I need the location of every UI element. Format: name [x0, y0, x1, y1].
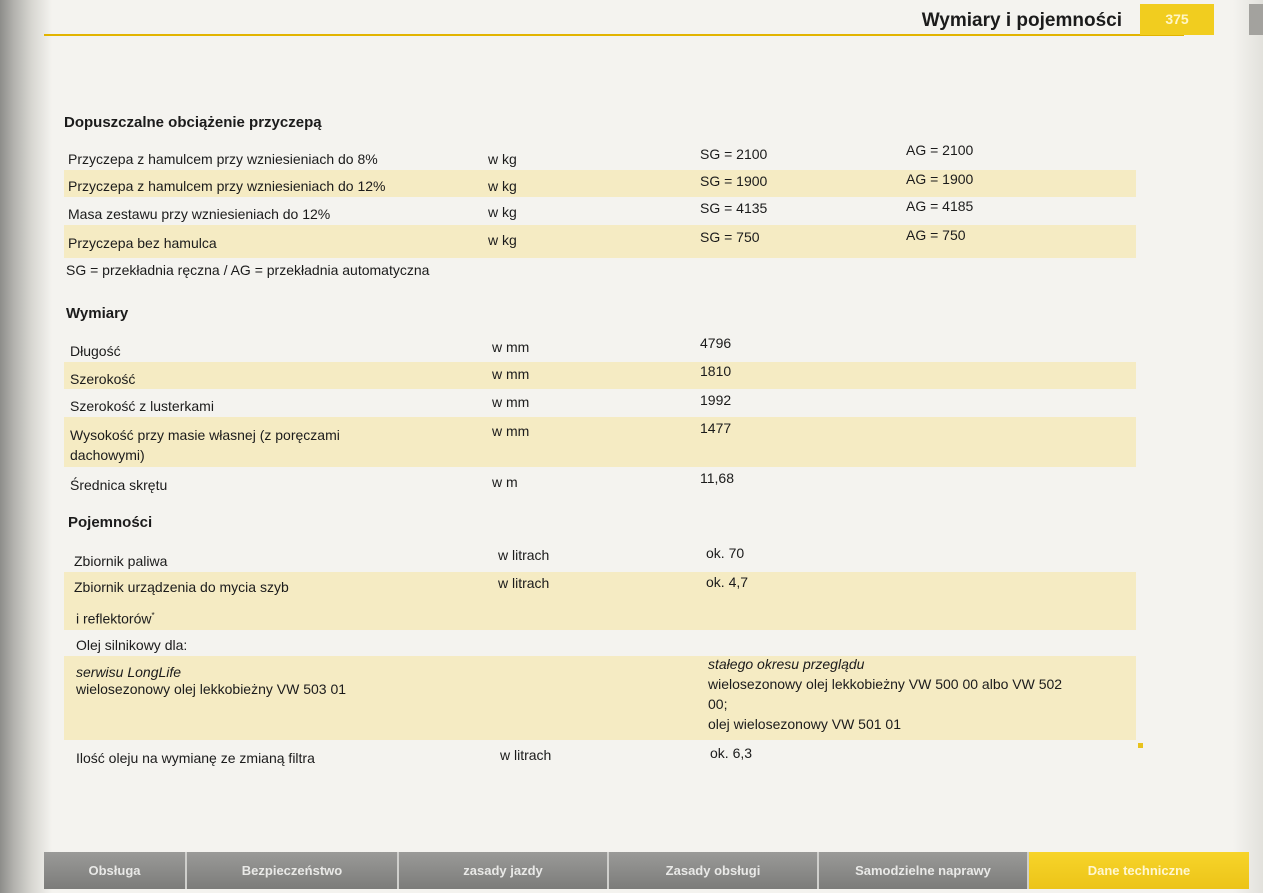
row-label: Ilość oleju na wymianę ze zmianą filtra	[76, 750, 315, 766]
row-ag-value: AG = 2100	[906, 142, 974, 158]
row-value: 1810	[700, 363, 732, 379]
table-row-dimension-1	[64, 334, 1136, 362]
tab-obsluga[interactable]: Obsługa	[44, 852, 187, 889]
row-label: Zbiornik paliwa	[74, 553, 168, 569]
row-unit: w litrach	[500, 747, 552, 763]
row-unit: w mm	[492, 366, 530, 382]
table-row-dimension-4	[64, 417, 1136, 467]
row-unit: w kg	[488, 151, 517, 167]
tab-zasady-jazdy[interactable]: zasady jazdy	[399, 852, 609, 889]
page-right-edge	[1233, 0, 1263, 893]
section-title-capacities: Pojemności	[68, 514, 153, 531]
page-number: 375	[1140, 4, 1214, 35]
row-ag-value: AG = 1900	[906, 171, 974, 187]
gearbox-legend-note: SG = przekładnia ręczna / AG = przekładnia automatyczna	[66, 262, 430, 278]
longlife-spec: wielosezonowy olej lekkobieżny VW 503 01	[76, 681, 347, 697]
table-row-oil-change	[64, 740, 1136, 770]
longlife-title: serwisu LongLife	[76, 664, 182, 680]
tab-dane-techniczne[interactable]: Dane techniczne	[1029, 852, 1249, 889]
row-value: ok. 70	[706, 545, 745, 561]
row-ag-value: AG = 4185	[906, 198, 974, 214]
row-sg-value: SG = 1900	[700, 173, 768, 189]
row-unit: w kg	[488, 232, 517, 248]
table-row-trailer-4	[64, 225, 1136, 258]
end-of-section-marker	[1138, 743, 1143, 748]
book-spine-shadow	[0, 0, 52, 893]
table-row-dimension-2	[64, 362, 1136, 389]
fixed-interval-spec-3: olej wielosezonowy VW 501 01	[708, 716, 901, 732]
row-sg-value: SG = 750	[700, 229, 760, 245]
fixed-interval-spec-1: wielosezonowy olej lekkobieżny VW 500 00 albo VW 502	[708, 676, 1063, 692]
row-label: Olej silnikowy dla:	[76, 637, 188, 653]
page-title: Wymiary i pojemności	[921, 10, 1122, 31]
row-value: 1477	[700, 420, 732, 436]
row-value: ok. 4,7	[706, 574, 749, 590]
row-label: Szerokość z lusterkami	[70, 398, 214, 414]
row-unit: w litrach	[498, 575, 550, 591]
page-edge-mark	[1249, 4, 1263, 35]
table-row-oil-heading	[64, 630, 1136, 656]
row-unit: w m	[492, 474, 518, 490]
table-row-fuel-tank	[64, 544, 1136, 572]
row-value: 11,68	[700, 470, 734, 486]
row-label: Przyczepa z hamulcem przy wzniesieniach do 12%	[68, 178, 386, 194]
row-sg-value: SG = 4135	[700, 200, 768, 216]
row-value: 4796	[700, 335, 732, 351]
tab-zasady-obslugi[interactable]: Zasady obsługi	[609, 852, 819, 889]
row-label-line1: Zbiornik urządzenia do mycia szyb	[74, 579, 289, 595]
header-rule	[44, 34, 1184, 36]
row-unit: w litrach	[498, 547, 550, 563]
row-label-line2	[76, 606, 155, 629]
row-label: Masa zestawu przy wzniesieniach do 12%	[68, 206, 331, 222]
row-label: Przyczepa z hamulcem przy wzniesieniach do 8%	[68, 151, 378, 167]
row-label-line2: dachowymi)	[70, 447, 145, 463]
row-sg-value: SG = 2100	[700, 146, 768, 162]
table-row-dimension-5	[64, 467, 1136, 498]
row-unit: w mm	[492, 339, 530, 355]
row-ag-value: AG = 750	[906, 227, 966, 243]
page-header	[44, 0, 1234, 40]
row-label: Szerokość	[70, 371, 136, 387]
table-row-dimension-3	[64, 389, 1136, 417]
row-label-line1: Wysokość przy masie własnej (z poręczami	[70, 427, 340, 443]
section-title-dimensions: Wymiary	[66, 305, 129, 322]
section-title-trailer: Dopuszczalne obciążenie przyczepą	[64, 114, 322, 131]
tab-bezpieczenstwo[interactable]: Bezpieczeństwo	[187, 852, 399, 889]
fixed-interval-spec-2: 00;	[708, 696, 728, 712]
table-row-oil-spec	[64, 656, 1136, 740]
footnote-mark: *	[151, 611, 155, 620]
table-row-trailer-1	[64, 142, 1136, 170]
table-row-washer-tank	[64, 572, 1136, 630]
row-value: ok. 6,3	[710, 745, 753, 761]
row-label-line2-text: i reflektorów	[76, 610, 152, 627]
table-row-trailer-2	[64, 170, 1136, 197]
table-row-trailer-3	[64, 197, 1136, 225]
fixed-interval-title: stałego okresu przeglądu	[708, 656, 865, 672]
row-unit: w mm	[492, 394, 530, 410]
row-label: Przyczepa bez hamulca	[68, 235, 217, 251]
row-unit: w kg	[488, 178, 517, 194]
row-unit: w kg	[488, 204, 517, 220]
tab-samodzielne-naprawy[interactable]: Samodzielne naprawy	[819, 852, 1029, 889]
row-label: Długość	[70, 343, 121, 359]
row-unit: w mm	[492, 423, 530, 439]
row-value: 1992	[700, 392, 732, 408]
chapter-tabs	[44, 852, 1249, 889]
row-label: Średnica skrętu	[70, 477, 168, 493]
